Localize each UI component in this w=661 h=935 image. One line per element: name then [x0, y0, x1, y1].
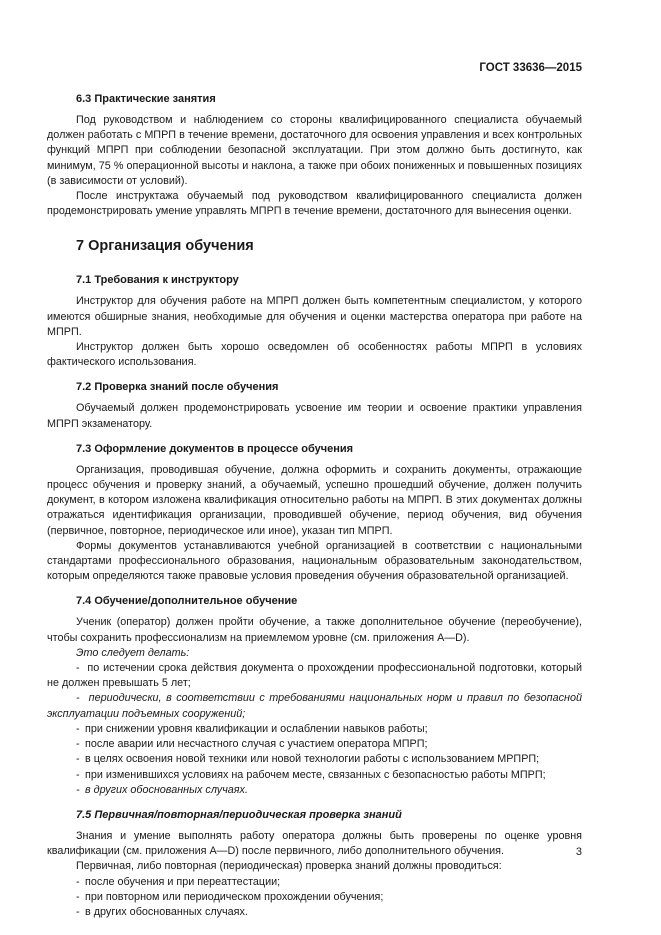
document-page — [47, 0, 582, 935]
paragraph: Знания и умение выполнять работу оператора должны быть проверены по оценке уровня квалификации (см. приложения А—D) после первичного, либо дополнительного обучения. — [47, 829, 582, 858]
paragraph: Организация, проводившая обучение, должна оформить и сохранить документы, отражающие процесс обучения и проверку знаний, а обучаемый, успешно прошедший обучение, должен получить документ, в котором изложена квалификация относительно работы на МПРП. В этих документах должны отражаться идентификация организации, проводившей обучение, период обучения, вид обучения (первичное, повторное, периодическое или иное), указан тип МПРП. — [47, 463, 582, 537]
paragraph: Это следует делать: — [76, 646, 190, 659]
paragraph: Инструктор должен быть хорошо осведомлен об особенностях работы МПРП в условиях фактического использования. — [47, 341, 582, 369]
list-item: - периодически, в соответствии с требованиями национальных норм и правил по безопасной эксплуатации подъемных сооружений; — [47, 692, 582, 720]
paragraph: После инструктажа обучаемый под руководством квалифицированного специалиста должен продемонстрировать умение управлять МПРП в течение времени, достаточного для вынесения оценки. — [47, 190, 582, 218]
list-dash: - — [76, 662, 88, 675]
section-7-4-heading: 7.4 Обучение/дополнительное обучение — [76, 595, 298, 608]
paragraph: Первичная, либо повторная (периодическая) проверка знаний должны проводиться: — [76, 860, 502, 873]
paragraph: Инструктор для обучения работе на МПРП должен быть компетентным специалистом, у которого имеются обширные знания, необходимые для обучения и оценки мастерства оператора при работе на МПРП. — [47, 295, 582, 338]
page-number: 3 — [575, 846, 582, 858]
list-item: - при снижении уровня квалификации и ослаблении навыков работы; — [76, 722, 428, 735]
section-7-5-heading: 7.5 Первичная/повторная/периодическая проверка знаний — [76, 808, 402, 821]
paragraph: Обучаемый должен продемонстрировать усвоение им теории и освоение практики управления МПРП экзаменатору. — [47, 402, 582, 430]
section-7-3-heading: 7.3 Оформление документов в процессе обучения — [76, 442, 354, 455]
paragraph: Под руководством и наблюдением со стороны квалифицированного специалиста обучаемый должен работать с МПРП в течение времени, достаточного для освоения управления и всех контрольных функций МПРП при соблюдении безопасной эксплуатации. При этом должно быть достигнуто, как минимум, 75 % операционной высоты и наклона, а также при обоих пониженных и повышенных позициях (в зависимости от условий). — [47, 114, 582, 187]
list-item: - по истечении срока действия документа о прохождении профессиональной подготовки, который не должен превышать 5 лет; — [47, 662, 582, 690]
section-7-2-heading: 7.2 Проверка знаний после обучения — [76, 381, 279, 394]
list-item: - в других обоснованных случаях. — [76, 783, 248, 796]
list-item: - после аварии или несчастного случая с участием оператора МПРП; — [76, 738, 428, 751]
list-item: - при изменившихся условиях на рабочем месте, связанных с безопасностью работы МПРП; — [76, 768, 546, 781]
section-7-heading: 7 Организация обучения — [76, 238, 254, 255]
section-6-3-heading: 6.3 Практические занятия — [76, 93, 216, 105]
paragraph: Формы документов устанавливаются учебной организацией в соответствии с национальными стандартами профессионального образования, национальным образовательным законодательством, которым определяются также правовые условия проведения обучения образовательной организацией. — [47, 539, 582, 583]
section-7-1-heading: 7.1 Требования к инструктору — [76, 274, 239, 287]
standard-designation: ГОСТ 33636—2015 — [479, 62, 582, 74]
list-item: - при повторном или периодическом прохождении обучения; — [76, 890, 384, 903]
list-item: - в целях освоения новой техники или новой технологии работы с использованием МРПРП; — [76, 753, 540, 766]
list-item: - после обучения и при переаттестации; — [76, 875, 281, 888]
page-content — [47, 91, 582, 920]
paragraph: Ученик (оператор) должен пройти обучение, а также дополнительное обучение (переобучение), чтобы сохранить профессионализм на приемлемом уровне (см. приложения А—D). — [47, 616, 582, 644]
list-item: - в других обоснованных случаях. — [76, 905, 248, 918]
list-dash: - — [76, 692, 89, 705]
